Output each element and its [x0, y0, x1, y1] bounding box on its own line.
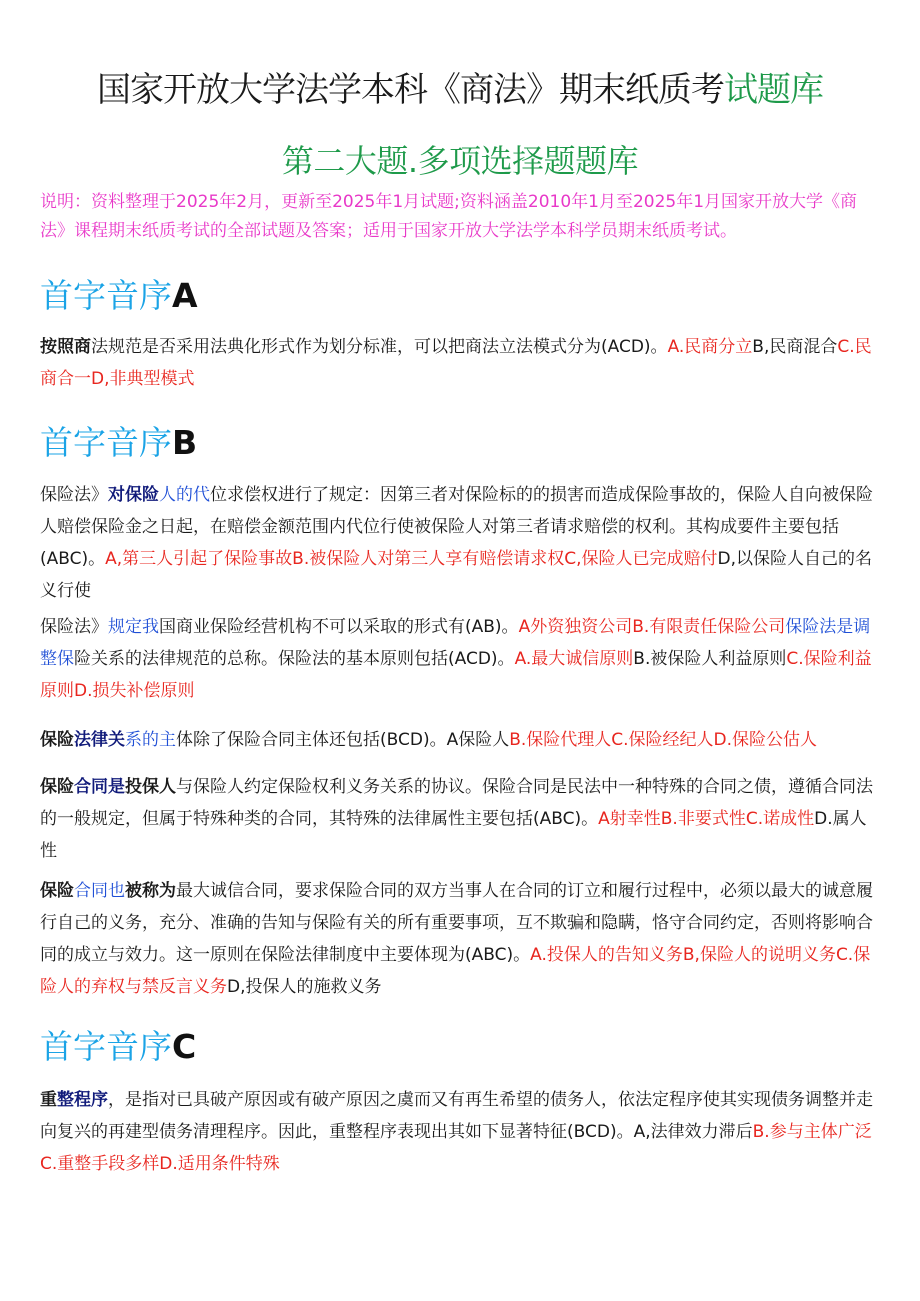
- page-title: [0, 62, 920, 111]
- section-heading-c: 首字音序C: [40, 1027, 197, 1066]
- title-main: 国家开放大学法学本科《商法》期末纸质考: [97, 70, 724, 110]
- question-item: 按照商法规范是否采用法典化形式作为划分标准，可以把商法立法模式分为(ACD)。A.民商分立B,民商混合C.民商合一D,非典型模式: [40, 337, 872, 389]
- question-item: 保险合同也被称为最大诚信合同，要求保险合同的双方当事人在合同的订立和履行过程中，必须以最大的诚意履行自己的义务，充分、准确的告知与保险有关的所有重要事项，互不欺骗和隐瞒，恪守合同约定，否则将影响合同的成立与效力。这一原则在保险法律制度中主要体现为(ABC)。A.投保人的告知义务B,保险人的说明义务C.保险人的弃权与禁反言义务D,投保人的施救义务: [40, 881, 873, 997]
- question-item: 保险合同是投保人与保险人约定保险权利义务关系的协议。保险合同是民法中一种特殊的合同之债，遵循合同法的一般规定，但属于特殊种类的合同，其特殊的法律属性主要包括(ABC)。A射幸性B.非要式性C.诺成性D.属人性: [40, 777, 873, 861]
- description-note: 说明：资料整理于2025年2月，更新至2025年1月试题;资料涵盖2010年1月至2025年1月国家开放大学《商法》课程期末纸质考试的全部试题及答案；适用于国家开放大学法学本科学员期末纸质考试。: [40, 192, 858, 241]
- question-item: 保险法律关系的主体除了保险合同主体还包括(BCD)。A保险人B.保险代理人C.保险经纪人D.保险公估人: [40, 730, 818, 750]
- question-item: 保险法》规定我国商业保险经营机构不可以采取的形式有(AB)。A外资独资公司B.有限责任保险公司保险法是调整保险关系的法律规范的总称。保险法的基本原则包括(ACD)。A.最大诚信原则B.被保险人利益原则C.保险利益原则D.损失补偿原则: [40, 617, 872, 701]
- question-item: 保险法》对保险人的代位求偿权进行了规定：因第三者对保险标的的损害而造成保险事故的，保险人自向被保险人赔偿保险金之日起，在赔偿金额范围内代位行使被保险人对第三者请求赔偿的权利。其构成要件主要包括(ABC)。A,第三人引起了保险事故B.被保险人对第三人享有赔偿请求权C,保险人已完成赔付D,以保险人自己的名义行使: [40, 485, 873, 601]
- section-heading-a: 首字音序A: [40, 276, 198, 315]
- question-item: 重整程序，是指对已具破产原因或有破产原因之虞而又有再生希望的债务人，依法定程序使其实现债务调整并走向复兴的再建型债务清理程序。因此，重整程序表现出其如下显著特征(BCD)。A,法律效力滞后B.参与主体广泛C.重整手段多样D.适用条件特殊: [40, 1090, 873, 1174]
- title-highlight: 试题库: [724, 70, 823, 110]
- section-heading-b: 首字音序B: [40, 423, 198, 462]
- page-subtitle: 第二大题.多项选择题题库: [281, 142, 639, 180]
